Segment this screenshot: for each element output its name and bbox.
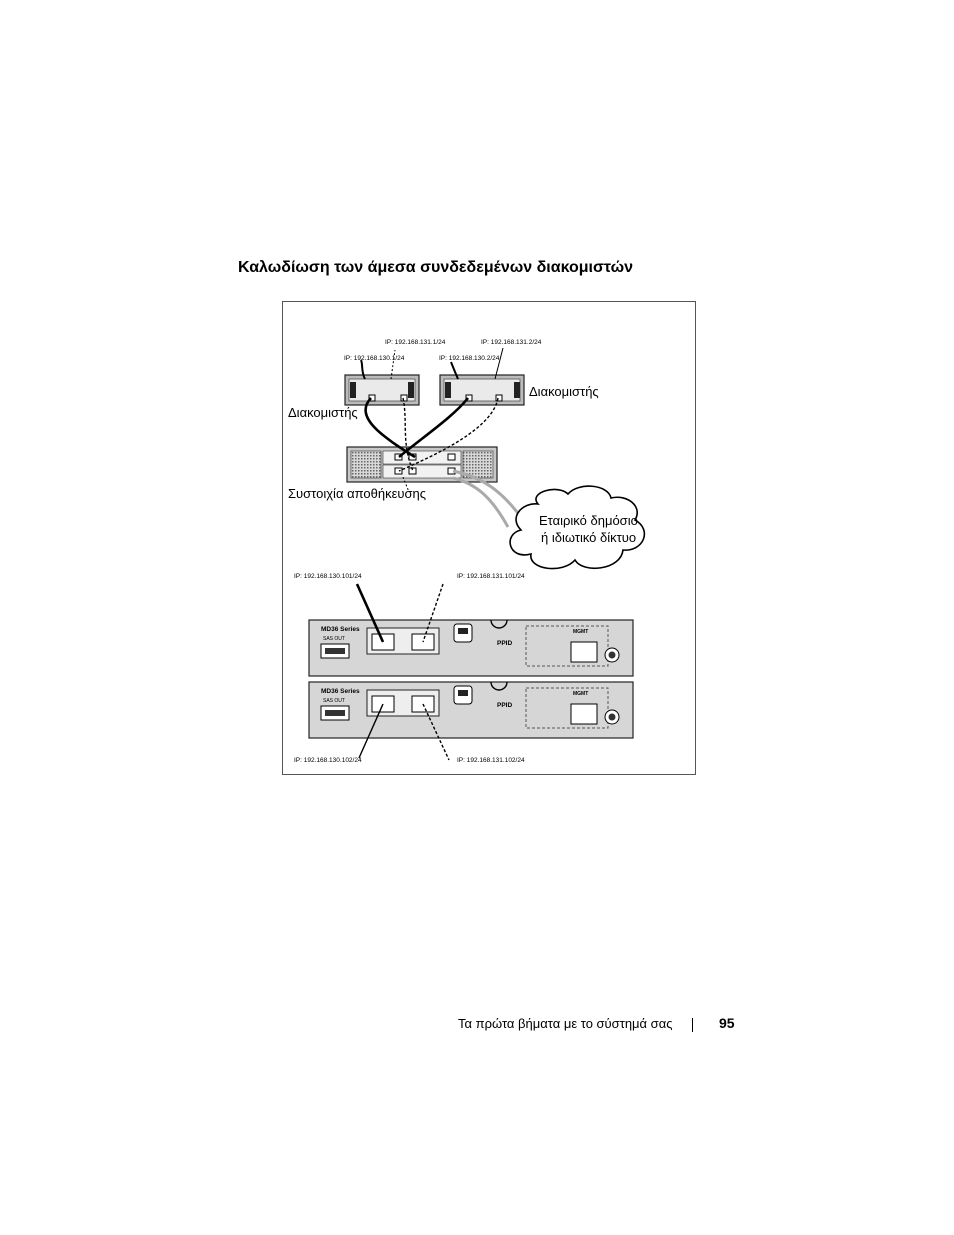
ip-label: IP: 192.168.130.102/24 [294,757,362,764]
ip-label: IP: 192.168.130.101/24 [294,573,362,580]
ip-label: IP: 192.168.130.1/24 [344,355,405,362]
page-number: 95 [719,1015,735,1031]
network-cloud-line2: ή ιδιωτικό δίκτυο [541,530,637,545]
mgmt-label: MGMT [573,691,589,697]
ip-label: IP: 192.168.130.2/24 [439,355,500,362]
network-cloud-line1: Εταιρικό δημόσιο [539,513,638,528]
ip-label: IP: 192.168.131.101/24 [457,573,525,580]
footer-separator [692,1018,693,1032]
server-left-label: Διακομιστής [288,405,358,420]
footer-text: Τα πρώτα βήματα με το σύστημά σας [458,1016,673,1031]
ppid-label: PPID [497,640,513,647]
server-left [345,375,419,405]
sas-out-label: SAS OUT [323,698,345,704]
storage-array-label: Συστοιχία αποθήκευσης [288,486,426,501]
ip-label: IP: 192.168.131.102/24 [457,757,525,764]
server-right [440,375,524,405]
controller-model-label: MD36 Series [321,688,360,695]
ip-label: IP: 192.168.131.2/24 [481,339,542,346]
mgmt-label: MGMT [573,629,589,635]
sas-out-label: SAS OUT [323,636,345,642]
section-title: Καλωδίωση των άμεσα συνδεδεμένων διακομιστών [238,259,634,276]
ip-label: IP: 192.168.131.1/24 [385,339,446,346]
controller-model-label: MD36 Series [321,626,360,633]
ppid-label: PPID [497,702,513,709]
cabling-diagram [282,301,696,775]
server-right-label: Διακομιστής [529,384,599,399]
